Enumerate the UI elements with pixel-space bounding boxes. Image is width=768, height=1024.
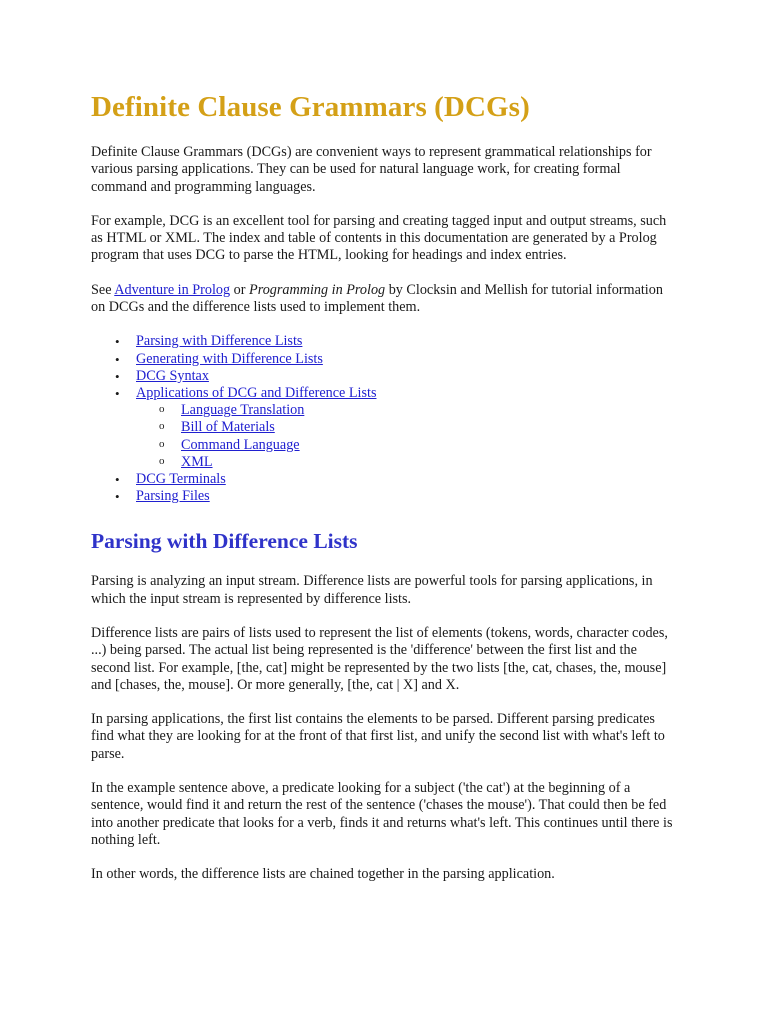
table-of-contents [91,333,678,505]
section-paragraph-3: In parsing applications, the first list contains the elements to be parsed. Different parsing predicates find what they are looking for at the front of that first list, and unify the second list with what's left to parse. [91,711,665,762]
toc-item [91,471,678,488]
toc-link-parsing-files[interactable]: Parsing Files [136,488,210,505]
toc-sublist [136,402,678,471]
adventure-in-prolog-link[interactable]: Adventure in Prolog [114,281,231,298]
toc-link-xml[interactable]: XML [181,453,213,470]
toc-subitem [136,454,678,471]
see-rest-text: by Clocksin and Mellish for tutorial information on DCGs and the difference lists used to implement them. [91,281,663,316]
toc-link-command-language[interactable]: Command Language [181,436,300,453]
see-text: See [91,281,115,298]
intro-paragraph-2: For example, DCG is an excellent tool for parsing and creating tagged input and output streams, such as HTML or XML. The index and table of contents in this documentation are generated by a Prolog program that uses DCG to parse the HTML, looking for headings and index entries. [91,212,667,264]
toc-link-dcg-syntax[interactable]: DCG Syntax [136,367,209,384]
programming-in-prolog-title: Programming in Prolog [249,281,386,298]
toc-item [91,488,678,505]
toc-link-dcg-terminals[interactable]: DCG Terminals [136,471,226,487]
section-paragraph-2: Difference lists are pairs of lists used to represent the list of elements (tokens, words, character codes, ...) being parsed. The actual list being represented is the 'difference' between the first list and the second list. For example, [the, cat] might be represented by the two lists [the, cat, chases, the, mouse] and [chases, the, mouse]. Or more generally, [the, cat | X] and X. [91,625,668,693]
section-heading-parsing: Parsing with Difference Lists [91,529,358,554]
toc-item [91,368,678,385]
toc-link-parsing-difference-lists[interactable]: Parsing with Difference Lists [136,333,303,350]
toc-link-applications[interactable]: Applications of DCG and Difference Lists [136,384,377,401]
or-text: or [230,281,250,298]
toc-item [91,351,678,368]
section-paragraph-5: In other words, the difference lists are chained together in the parsing application. [91,866,555,883]
section-paragraph-4: In the example sentence above, a predicate looking for a subject ('the cat') at the beginning of a sentence, would find it and return the rest of the sentence ('chases the mouse'). That could then be fed into another predicate that looks for a verb, finds it and returns what's left. This continues until there is nothing left. [91,780,673,848]
toc-link-bill-of-materials[interactable]: Bill of Materials [181,419,275,436]
intro-paragraph-1: Definite Clause Grammars (DCGs) are convenient ways to represent grammatical relationships for various parsing applications. They can be used for natural language work, for creating formal command and programming languages. [91,144,652,195]
intro-paragraph-3 [91,282,678,317]
toc-item [91,333,678,350]
toc-subitem [136,402,678,419]
toc-link-generating-difference-lists[interactable]: Generating with Difference Lists [136,350,323,367]
toc-item [91,385,678,471]
section-paragraph-1: Parsing is analyzing an input stream. Difference lists are powerful tools for parsing applications, in which the input stream is represented by difference lists. [91,573,653,607]
toc-link-language-translation[interactable]: Language Translation [181,402,305,419]
page-title: Definite Clause Grammars (DCGs) [91,91,530,123]
toc-subitem [136,437,678,454]
toc-subitem [136,419,678,436]
